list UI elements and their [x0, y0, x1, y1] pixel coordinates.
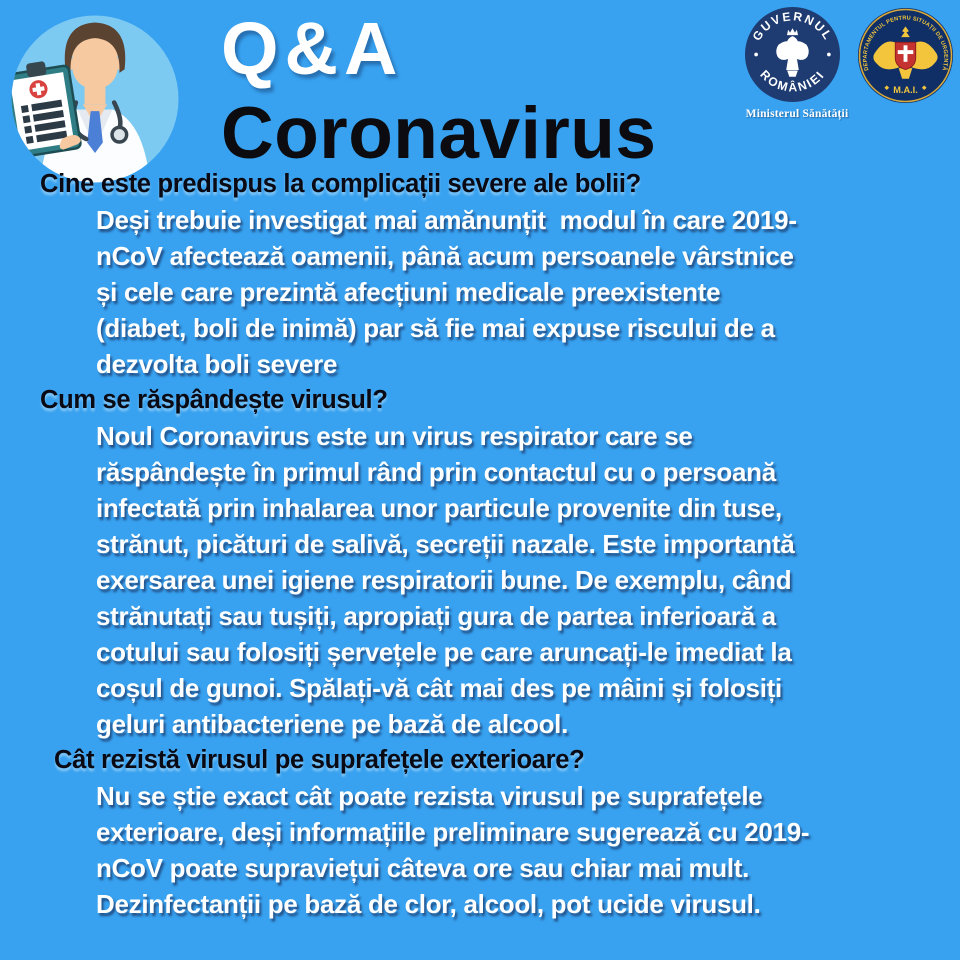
- answer-2-line-7: cotului sau folosiți șervețele pe care aruncați-le imediat la: [96, 637, 792, 667]
- gov-arc-top-text: GUVERNUL: [749, 9, 836, 44]
- answer-1-line-5: dezvolta boli severe: [96, 349, 338, 379]
- answer-3-line-4: Dezinfectanții pe bază de clor, alcool, pot ucide virusul.: [96, 889, 761, 919]
- answer-1-line-3: și cele care prezintă afecțiuni medicale preexistente: [96, 277, 721, 307]
- qa-title: Q&A: [221, 7, 404, 90]
- answer-3-line-2: exterioare, deși informațiile preliminare sugerează cu 2019-: [96, 817, 810, 847]
- answer-3-line-3: nCoV poate supraviețui câteva ore sau chiar mai mult.: [96, 853, 750, 883]
- dsu-mai-seal-icon: [857, 7, 954, 104]
- question-2: Cum se răspândește virusul?: [40, 386, 388, 414]
- guvernul-romaniei-seal-icon: [744, 6, 841, 103]
- answer-1-line-4: (diabet, boli de inimă) par să fie mai expuse riscului de a: [96, 313, 775, 343]
- mai-label: M.A.I.: [893, 84, 918, 95]
- question-1: Cine este predispus la complicații severe ale bolii?: [40, 170, 641, 198]
- question-3: Cât rezistă virusul pe suprafețele exterioare?: [54, 746, 585, 774]
- answer-1-line-2: nCoV afectează oamenii, până acum persoanele vârstnice: [96, 241, 794, 271]
- qa-content: [0, 166, 960, 922]
- answer-2-line-8: coșul de gunoi. Spălați-vă cât mai des pe mâini și folosiți: [96, 673, 782, 703]
- dsu-arc-text: DEPARTAMENTUL PENTRU SITUAȚII DE URGENȚĂ: [862, 15, 949, 72]
- answer-2-line-5: exersarea unei igiene respiratorii bune. De exemplu, când: [96, 565, 792, 595]
- answer-2-line-6: strănutați sau tușiți, apropiați gura de partea inferioară a: [96, 601, 776, 631]
- ministry-of-health-caption: Ministerul Sănătății: [745, 108, 849, 120]
- answer-2-line-9: geluri antibacteriene pe bază de alcool.: [96, 709, 569, 739]
- gov-arc-bottom-text: ROMÂNIEI: [757, 67, 828, 95]
- answer-2-line-2: răspândește în primul rând prin contactul cu o persoană: [96, 457, 776, 487]
- answer-2-line-4: strănut, picături de salivă, secreții nazale. Este importantă: [96, 529, 795, 559]
- answer-2-line-1: Noul Coronavirus este un virus respirator care se: [96, 421, 693, 451]
- title-block: [221, 7, 657, 174]
- answer-2-line-3: infectată prin inhalarea unor particule provenite din tuse,: [96, 493, 782, 523]
- answer-3-line-1: Nu se știe exact cât poate rezista virusul pe suprafețele: [96, 781, 763, 811]
- doctor-clipboard-icon: [8, 12, 182, 186]
- answer-1-line-1: Deși trebuie investigat mai amănunțit modul în care 2019-: [96, 205, 797, 235]
- main-title: Coronavirus: [221, 93, 657, 174]
